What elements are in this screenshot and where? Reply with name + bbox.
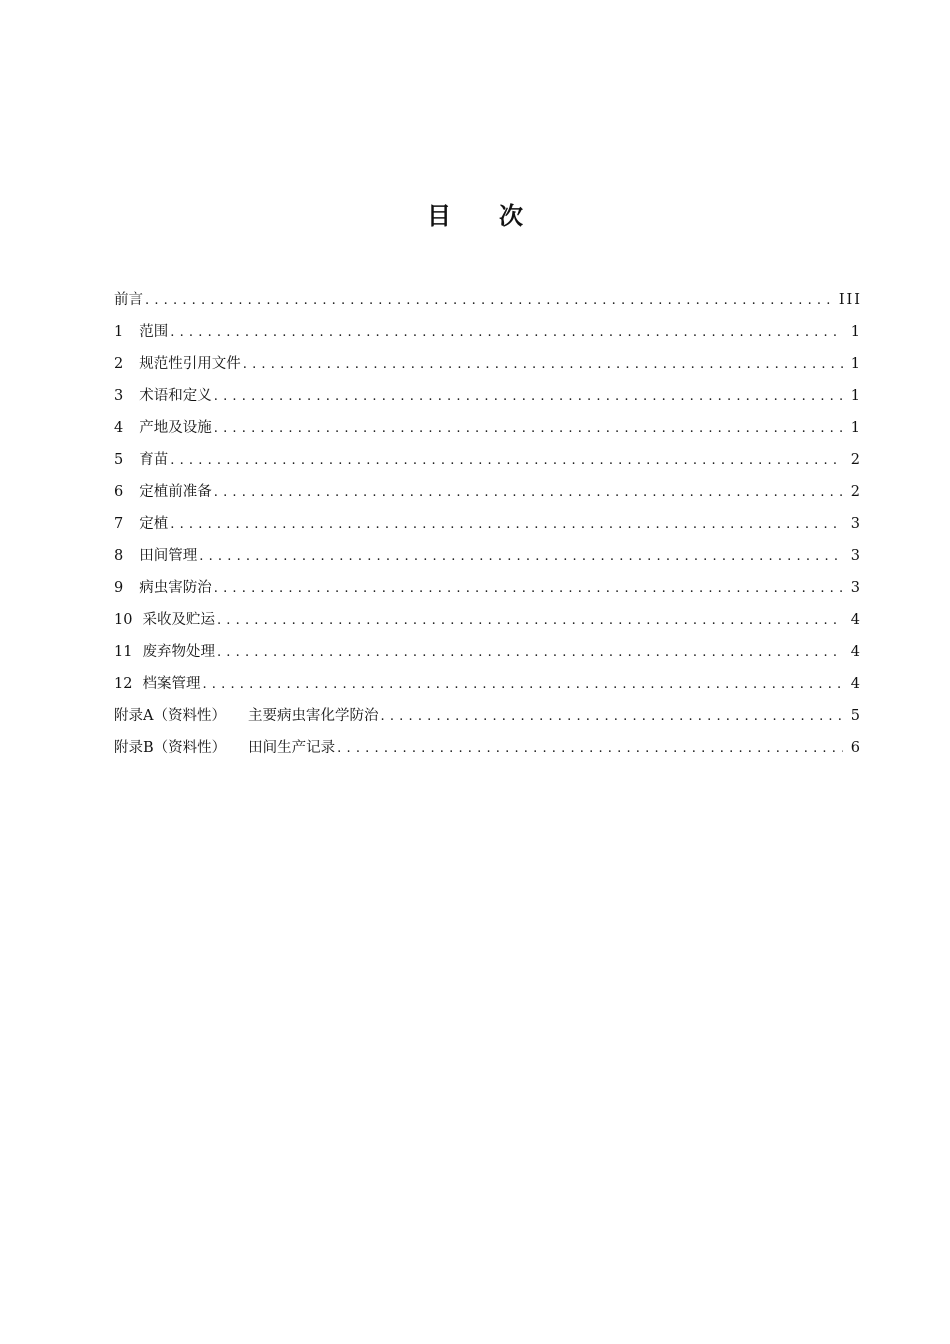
toc-entry-appendix-b[interactable] xyxy=(114,732,860,764)
toc-leader-dots xyxy=(168,509,843,541)
page-title xyxy=(0,196,950,236)
toc-entry-6[interactable] xyxy=(114,476,860,508)
toc-entry-number: 1 xyxy=(114,324,124,340)
toc-page-number: 6 xyxy=(850,740,862,756)
toc-leader-dots xyxy=(212,573,843,605)
toc-entry-number: 9 xyxy=(114,580,124,596)
toc-entry-foreword[interactable] xyxy=(114,284,860,316)
table-of-contents xyxy=(114,284,860,764)
toc-page-number: 3 xyxy=(850,580,862,596)
toc-entry-number: 7 xyxy=(114,516,124,532)
toc-entry-number: 8 xyxy=(114,548,124,564)
toc-entry-label: 田间生产记录 xyxy=(248,740,336,756)
toc-page-number: 3 xyxy=(850,548,862,564)
toc-entry-label: 术语和定义 xyxy=(139,388,212,404)
toc-page-number: III xyxy=(838,292,862,308)
toc-entry-number: 4 xyxy=(114,420,124,436)
toc-entry-label: 前言 xyxy=(114,292,143,308)
toc-page-number: 3 xyxy=(850,516,862,532)
toc-leader-dots xyxy=(168,445,843,477)
toc-entry-1[interactable] xyxy=(114,316,860,348)
toc-entry-number: 12 xyxy=(114,676,133,692)
toc-page-number: 4 xyxy=(850,612,862,628)
toc-entry-label: 病虫害防治 xyxy=(139,580,212,596)
toc-appendix-number: 附录A（资料性） xyxy=(114,708,226,724)
toc-entry-number: 11 xyxy=(114,644,133,660)
toc-entry-label: 范围 xyxy=(139,324,169,340)
toc-entry-label: 采收及贮运 xyxy=(142,612,215,628)
toc-entry-label: 主要病虫害化学防治 xyxy=(247,708,379,724)
toc-entry-12[interactable] xyxy=(114,668,860,700)
toc-page-number: 2 xyxy=(850,452,862,468)
title-char-1: 目 xyxy=(427,202,451,230)
toc-page-number: 1 xyxy=(850,388,862,404)
toc-entry-number: 3 xyxy=(114,388,124,404)
toc-entry-label: 产地及设施 xyxy=(139,420,212,436)
toc-leader-dots xyxy=(241,349,843,381)
toc-entry-4[interactable] xyxy=(114,412,860,444)
toc-leader-dots xyxy=(335,733,843,765)
toc-entry-7[interactable] xyxy=(114,508,860,540)
toc-leader-dots xyxy=(168,317,843,349)
toc-page-number: 1 xyxy=(850,356,862,372)
toc-entry-label: 档案管理 xyxy=(142,676,201,692)
toc-page-number: 1 xyxy=(850,324,862,340)
toc-entry-3[interactable] xyxy=(114,380,860,412)
toc-leader-dots xyxy=(215,605,843,637)
toc-leader-dots xyxy=(197,541,843,573)
toc-entry-2[interactable] xyxy=(114,348,860,380)
toc-entry-10[interactable] xyxy=(114,604,860,636)
toc-leader-dots xyxy=(212,477,843,509)
toc-page-number: 4 xyxy=(850,644,862,660)
toc-page-number: 2 xyxy=(850,484,862,500)
toc-leader-dots xyxy=(200,669,842,701)
toc-leader-dots xyxy=(378,701,842,733)
toc-entry-number: 5 xyxy=(114,452,124,468)
toc-entry-11[interactable] xyxy=(114,636,860,668)
toc-entry-label: 育苗 xyxy=(139,452,169,468)
toc-entry-number: 2 xyxy=(114,356,124,372)
toc-page-number: 5 xyxy=(850,708,862,724)
toc-leader-dots xyxy=(212,413,843,445)
toc-entry-label: 定植 xyxy=(139,516,169,532)
toc-entry-label: 规范性引用文件 xyxy=(139,356,241,372)
toc-entry-label: 定植前准备 xyxy=(139,484,212,500)
toc-leader-dots xyxy=(143,285,831,317)
title-char-2: 次 xyxy=(499,202,523,230)
toc-entry-number: 6 xyxy=(114,484,124,500)
toc-entry-8[interactable] xyxy=(114,540,860,572)
toc-appendix-number: 附录B（资料性） xyxy=(114,740,227,756)
toc-entry-label: 田间管理 xyxy=(139,548,198,564)
toc-leader-dots xyxy=(215,637,843,669)
toc-page-number: 1 xyxy=(850,420,862,436)
toc-leader-dots xyxy=(212,381,843,413)
toc-entry-appendix-a[interactable] xyxy=(114,700,860,732)
toc-entry-5[interactable] xyxy=(114,444,860,476)
toc-page-number: 4 xyxy=(850,676,862,692)
toc-entry-number: 10 xyxy=(114,612,133,628)
toc-entry-9[interactable] xyxy=(114,572,860,604)
toc-entry-label: 废弃物处理 xyxy=(142,644,215,660)
